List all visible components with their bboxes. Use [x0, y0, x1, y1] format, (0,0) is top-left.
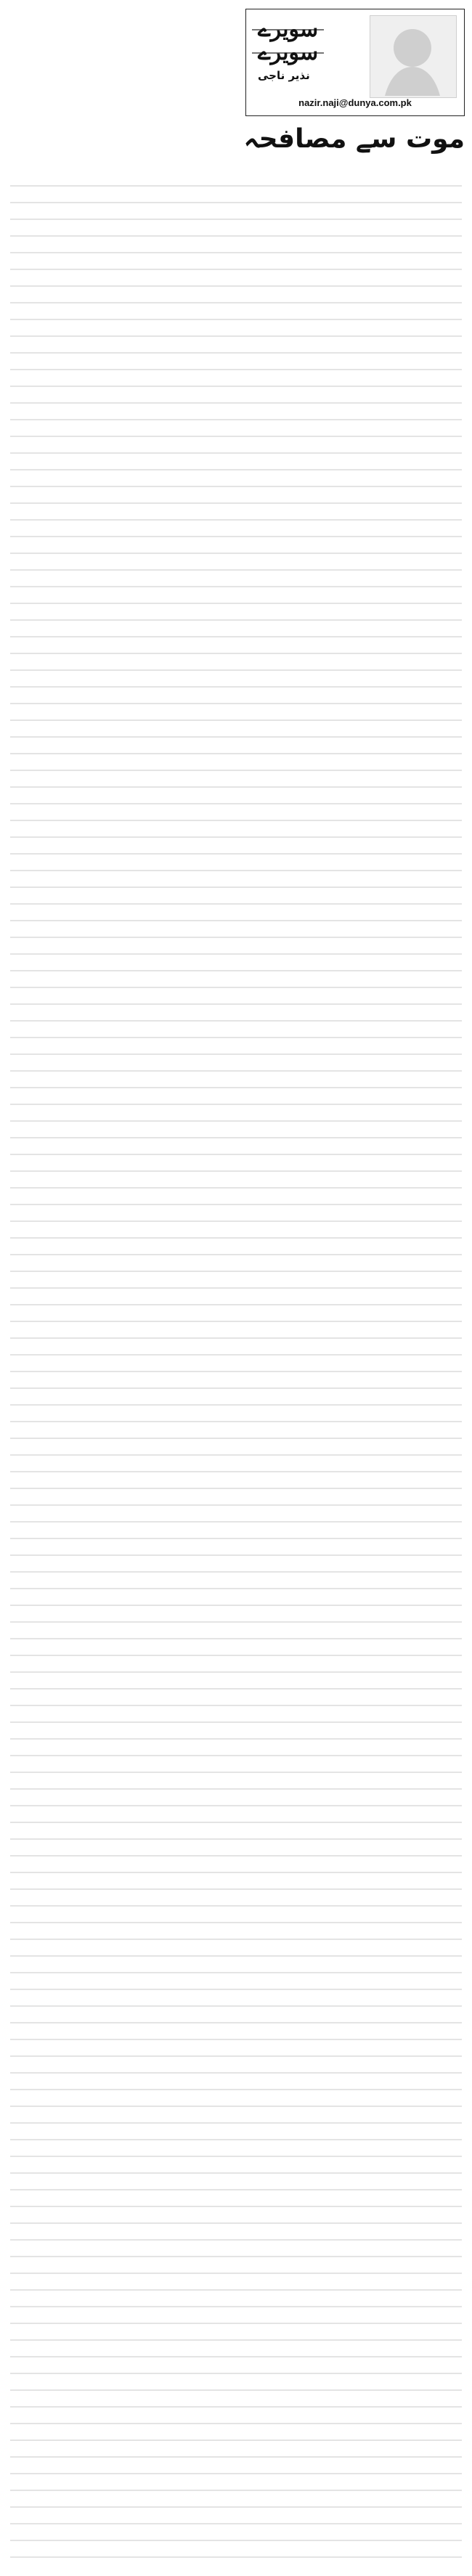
- author-name: نذیر ناجی: [258, 69, 310, 82]
- author-email: nazir.naji@dunya.com.pk: [298, 97, 412, 108]
- brand-line-1: سویرے: [258, 17, 319, 42]
- column-header: [245, 9, 465, 116]
- article-body-placeholder: [10, 170, 462, 2566]
- column-brand: [258, 17, 359, 82]
- author-photo: [370, 15, 457, 98]
- brand-line-2: سویرے: [258, 40, 319, 65]
- article-title: موت سے مصافحہ: [243, 124, 465, 154]
- author-photo-illustration: [370, 16, 456, 97]
